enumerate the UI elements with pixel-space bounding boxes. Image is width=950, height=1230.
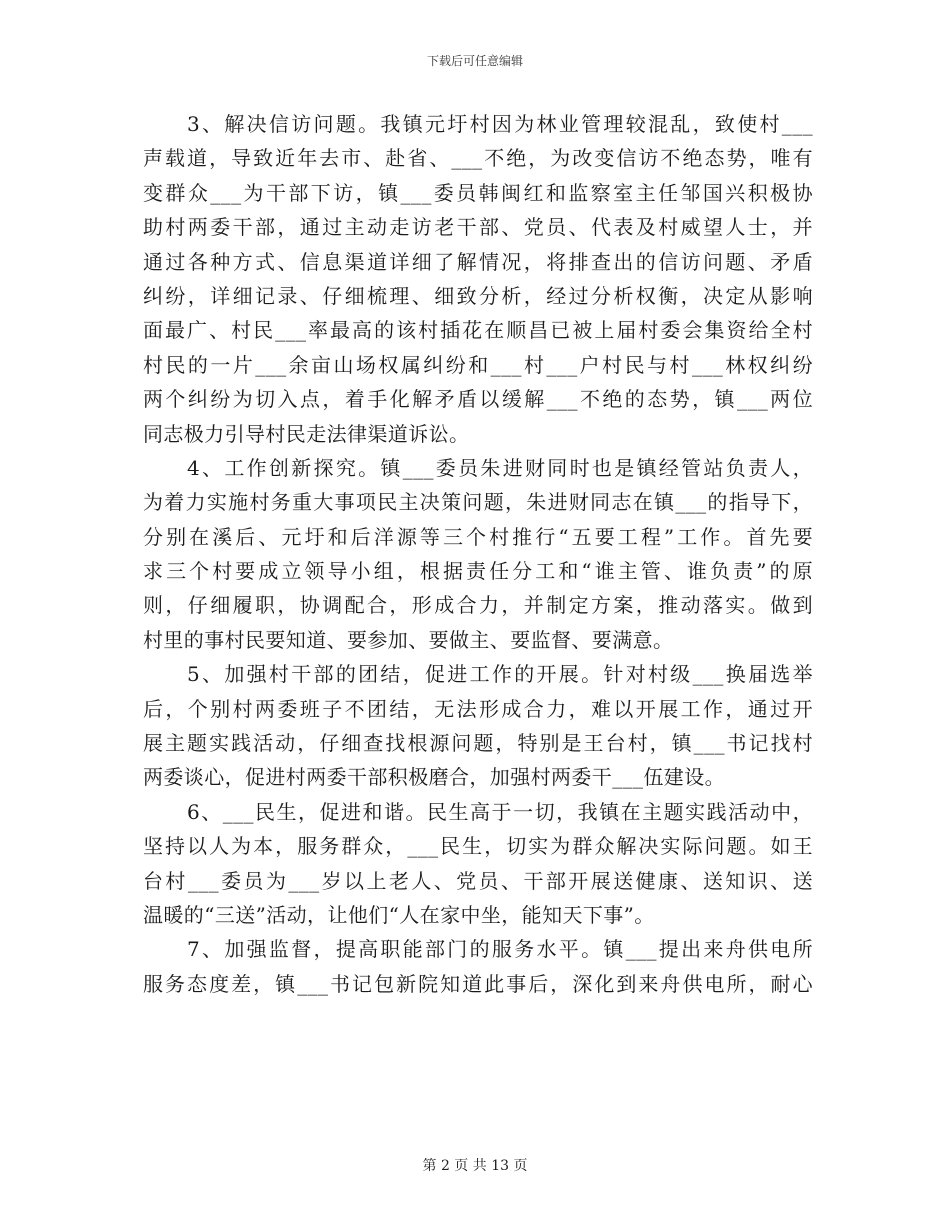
text-line: 求三个村要成立领导小组，根据责任分工和“谁主管、谁负责”的原 [143, 559, 813, 584]
document-body [143, 107, 813, 1001]
text-line: 面最广、村民___率最高的该村插花在顺昌已被上届村委会集资给全村 [143, 318, 813, 343]
paragraph-4-innovation [143, 451, 813, 657]
paragraph-3-letters-visits [143, 107, 813, 451]
page-header: 下载后可任意编辑 [426, 54, 523, 68]
paragraph-5-unity [143, 657, 813, 795]
text-line: 两个纠纷为切入点，着手化解矛盾以缓解___不绝的态势，镇___两位 [143, 387, 813, 412]
text-line: 3、解决信访问题。我镇元圩村因为林业管理较混乱，致使村___ [187, 112, 813, 136]
text-line: 声载道，导致近年去市、赴省、___不绝，为改变信访不绝态势，唯有 [143, 146, 813, 171]
text-line: 温暖的“三送”活动，让他们“人在家中坐，能知天下事”。 [143, 902, 655, 927]
paragraph-7-supervision [143, 932, 813, 1001]
text-line: 后，个别村两委班子不团结，无法形成合力，难以开展工作，通过开 [143, 696, 813, 721]
text-line: 助村两委干部，通过主动走访老干部、党员、代表及村威望人士，并 [143, 215, 813, 240]
text-line: 5、加强村干部的团结，促进工作的开展。针对村级___换届选举 [187, 662, 813, 687]
text-line: 村里的事村民要知道、要参加、要做主、要监督、要满意。 [143, 627, 674, 652]
text-line: 分别在溪后、元圩和后洋源等三个村推行“五要工程”工作。首先要 [143, 524, 813, 549]
text-line: 展主题实践活动，仔细查找根源问题，特别是王台村，镇___书记找村 [143, 731, 813, 756]
text-line: 为着力实施村务重大事项民主决策问题，朱进财同志在镇___的指导下， [143, 490, 813, 515]
text-line: 村民的一片___余亩山场权属纠纷和___村___户村民与村___林权纠纷 [143, 352, 813, 377]
page-number-footer: 第 2 页 共 13 页 [422, 1158, 528, 1174]
paragraph-6-livelihood [143, 795, 813, 933]
text-line: 则，仔细履职，协调配合，形成合力，并制定方案，推动落实。做到 [143, 593, 813, 618]
text-line: 7、加强监督，提高职能部门的服务水平。镇___提出来舟供电所 [187, 937, 813, 962]
text-line: 纠纷，详细记录、仔细梳理、细致分析，经过分析权衡，决定从影响 [143, 283, 813, 308]
text-line: 坚持以人为本，服务群众，___民生，切实为群众解决实际问题。如王 [143, 834, 813, 859]
text-line: 6、___民生，促进和谐。民生高于一切，我镇在主题实践活动中， [187, 799, 813, 824]
text-line: 同志极力引导村民走法律渠道诉讼。 [143, 421, 470, 446]
text-line: 4、工作创新探究。镇___委员朱进财同时也是镇经管站负责人， [187, 455, 813, 480]
text-line: 服务态度差，镇___书记包新院知道此事后，深化到来舟供电所，耐心 [143, 971, 813, 996]
text-line: 通过各种方式、信息渠道详细了解情况，将排查出的信访问题、矛盾 [143, 249, 813, 274]
text-line: 变群众___为干部下访，镇___委员韩闽红和监察室主任邹国兴积极协 [143, 180, 813, 205]
text-line: 台村___委员为___岁以上老人、党员、干部开展送健康、送知识、送 [143, 868, 813, 893]
text-line: 两委谈心，促进村两委干部积极磨合，加强村两委干___伍建设。 [143, 765, 725, 790]
